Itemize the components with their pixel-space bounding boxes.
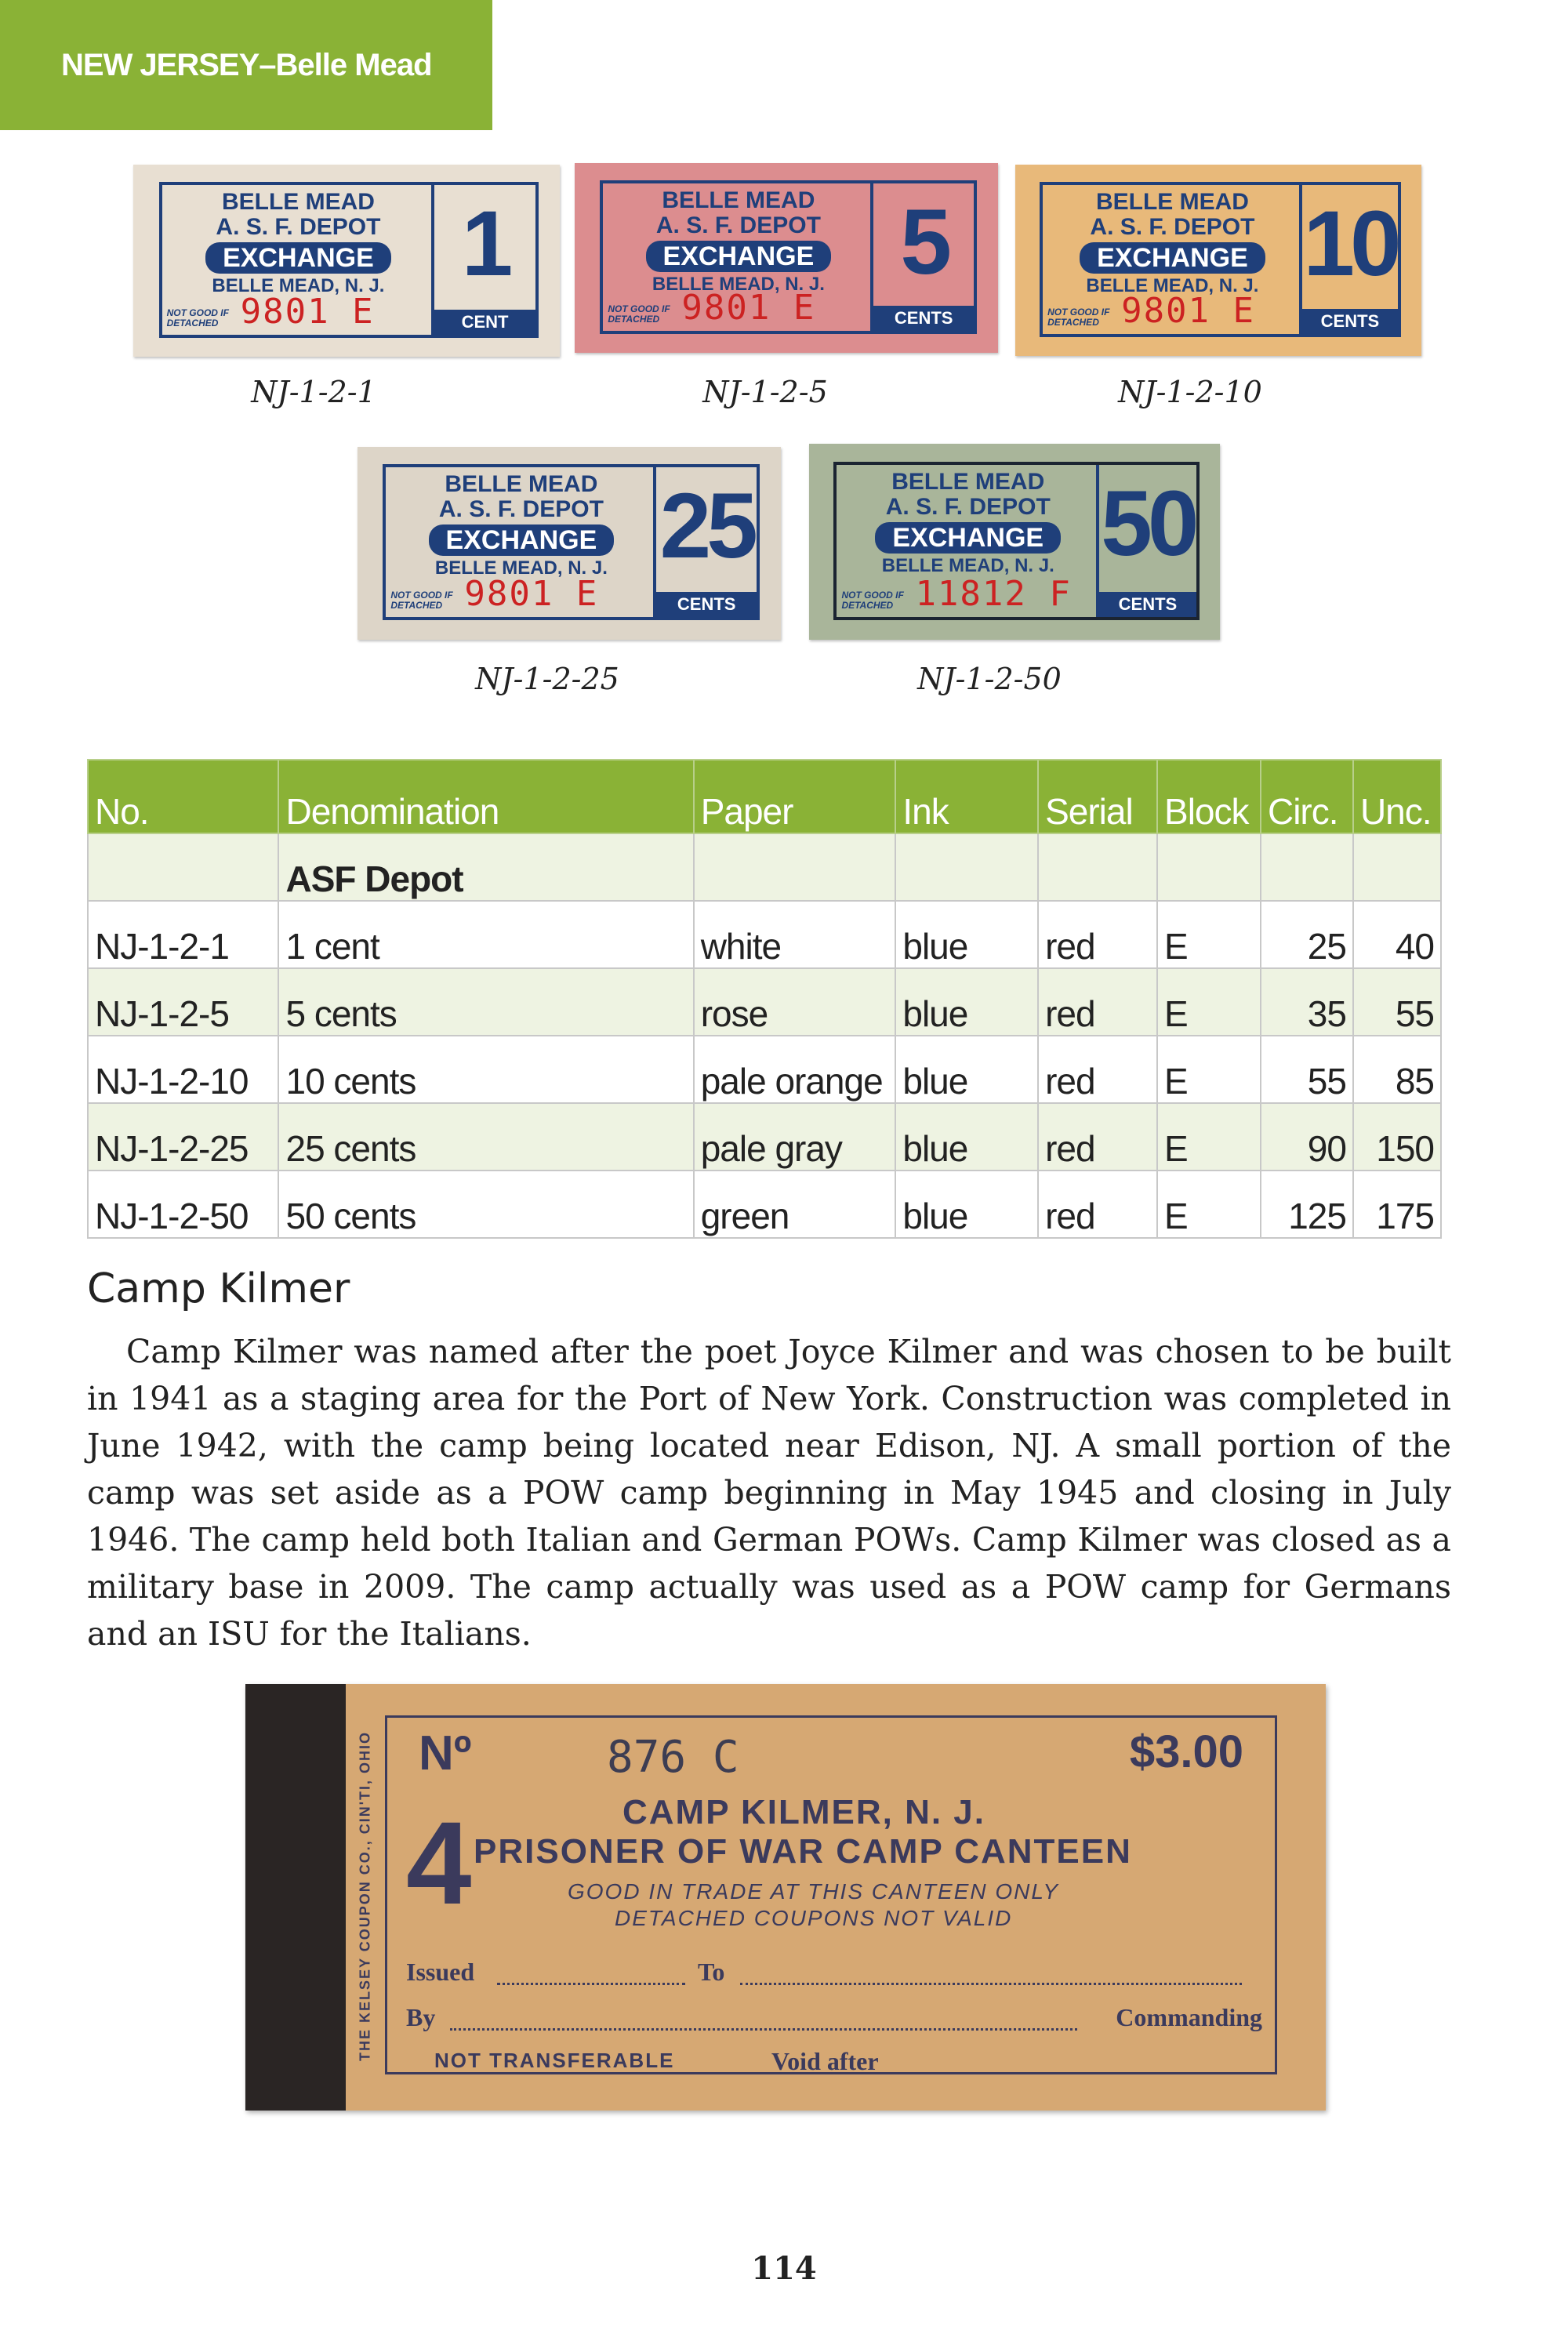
- token-unit: CENTS: [1099, 592, 1196, 617]
- coupon-frame: [385, 1715, 1277, 2074]
- cell-circ: 25: [1261, 901, 1353, 968]
- token-line1: BELLE MEAD: [221, 189, 375, 216]
- cell-serial: red: [1038, 1036, 1157, 1103]
- coupon-title-line1: CAMP KILMER, N. J.: [622, 1793, 986, 1831]
- cell-number: NJ-1-2-25: [88, 1103, 278, 1171]
- token-line3: BELLE MEAD, N. J.: [652, 273, 825, 295]
- cell-unc: 150: [1353, 1103, 1441, 1171]
- token-caption: NJ-1-2-5: [702, 375, 828, 409]
- token-exchange-banner: EXCHANGE: [1080, 242, 1265, 274]
- coupon-number-label: Nº: [419, 1726, 472, 1780]
- coupon-by-label: By: [406, 2003, 436, 2031]
- token-unit: CENTS: [873, 306, 974, 331]
- token-line1: BELLE MEAD: [891, 468, 1045, 495]
- column-header: No.: [88, 760, 278, 833]
- cell-block: E: [1157, 901, 1261, 968]
- cell-circ: 125: [1261, 1171, 1353, 1238]
- token-caption: NJ-1-2-25: [475, 662, 619, 696]
- cell-ink: blue: [895, 1103, 1038, 1171]
- cell-block: E: [1157, 1036, 1261, 1103]
- cell-paper: green: [694, 1171, 896, 1238]
- cell-denomination: 25 cents: [278, 1103, 693, 1171]
- token-unit: CENTS: [1302, 309, 1398, 334]
- page-number: 114: [751, 2250, 817, 2287]
- cell-circ: 55: [1261, 1036, 1353, 1103]
- cell-block: E: [1157, 1103, 1261, 1171]
- token-value: 1: [461, 192, 509, 296]
- cell-unc: 85: [1353, 1036, 1441, 1103]
- coupon-note-line2: DETACHED COUPONS NOT VALID: [615, 1906, 1013, 1930]
- token-line2: A. S. F. DEPOT: [655, 212, 821, 238]
- cell-number: NJ-1-2-10: [88, 1036, 278, 1103]
- table-row: [88, 1171, 1441, 1238]
- chapter-header-tab: NEW JERSEY–Belle Mead: [0, 0, 492, 130]
- cell-unc: 175: [1353, 1171, 1441, 1238]
- section-title: Camp Kilmer: [87, 1265, 350, 1312]
- token-line1: BELLE MEAD: [1095, 188, 1249, 215]
- token-line2: A. S. F. DEPOT: [1090, 213, 1255, 240]
- token-serial: 9801 E: [464, 574, 599, 615]
- token-image-25-cents: [358, 447, 781, 640]
- column-header: Serial: [1038, 760, 1157, 833]
- token-not-good-text: NOT GOOD IF DETACHED: [608, 303, 670, 325]
- cell-ink: blue: [895, 901, 1038, 968]
- token-serial: 9801 E: [681, 287, 816, 328]
- table-row: [88, 901, 1441, 968]
- pow-canteen-coupon-image: [245, 1684, 1326, 2111]
- token-line3: BELLE MEAD, N. J.: [881, 554, 1054, 576]
- table-header-row: [88, 760, 1441, 833]
- coupon-stub: [245, 1684, 346, 2111]
- token-line2: A. S. F. DEPOT: [438, 496, 604, 523]
- token-image-50-cents: [809, 444, 1220, 640]
- cell-number: NJ-1-2-5: [88, 968, 278, 1036]
- token-unit: CENT: [434, 310, 535, 335]
- cell-number: NJ-1-2-50: [88, 1171, 278, 1238]
- token-not-good-text: NOT GOOD IF DETACHED: [1047, 306, 1110, 328]
- section-label: ASF Depot: [278, 833, 693, 901]
- token-not-good-text: NOT GOOD IF DETACHED: [390, 590, 453, 612]
- token-caption: NJ-1-2-10: [1118, 375, 1262, 409]
- coupon-not-transferable: NOT TRANSFERABLE: [434, 2049, 675, 2072]
- token-not-good-text: NOT GOOD IF DETACHED: [166, 307, 229, 328]
- token-caption: NJ-1-2-50: [917, 662, 1062, 696]
- cell-ink: blue: [895, 1171, 1038, 1238]
- table-row: [88, 968, 1441, 1036]
- cell-serial: red: [1038, 901, 1157, 968]
- table-row: [88, 1103, 1441, 1171]
- cell-block: E: [1157, 1171, 1261, 1238]
- column-header: Circ.: [1261, 760, 1353, 833]
- token-line1: BELLE MEAD: [662, 187, 815, 213]
- cell-serial: red: [1038, 1103, 1157, 1171]
- cell-paper: pale gray: [694, 1103, 896, 1171]
- column-header: Block: [1157, 760, 1261, 833]
- cell-ink: blue: [895, 1036, 1038, 1103]
- cell-denomination: 50 cents: [278, 1171, 693, 1238]
- coupon-commanding-label: Commanding: [1116, 2003, 1262, 2031]
- cell-ink: blue: [895, 968, 1038, 1036]
- cell-paper: rose: [694, 968, 896, 1036]
- token-exchange-banner: EXCHANGE: [429, 524, 615, 556]
- cell-unc: 40: [1353, 901, 1441, 968]
- token-line2: A. S. F. DEPOT: [216, 214, 381, 241]
- coupon-price: $3.00: [1129, 1726, 1243, 1777]
- token-serial: 11812 F: [915, 574, 1072, 614]
- token-serial: 9801 E: [240, 291, 375, 332]
- coupon-issued-label: Issued: [406, 1958, 475, 1986]
- token-image-10-cents: [1015, 165, 1421, 356]
- token-exchange-banner: EXCHANGE: [205, 242, 391, 274]
- column-header: Paper: [694, 760, 896, 833]
- column-header: Ink: [895, 760, 1038, 833]
- token-exchange-banner: EXCHANGE: [646, 241, 832, 272]
- token-unit: CENTS: [656, 592, 757, 617]
- cell-paper: white: [694, 901, 896, 968]
- table-section-row: [88, 833, 1441, 901]
- token-value: 50: [1101, 471, 1195, 575]
- coupon-void-after-label: Void after: [771, 2047, 879, 2075]
- token-line3: BELLE MEAD, N. J.: [434, 557, 608, 579]
- coupon-printer-text: THE KELSEY COUPON CO., CIN'TI, OHIO: [357, 1731, 373, 2061]
- coupon-note-line1: GOOD IN TRADE AT THIS CANTEEN ONLY: [568, 1879, 1060, 1904]
- cell-denomination: 5 cents: [278, 968, 693, 1036]
- token-value: 5: [900, 190, 948, 294]
- cell-serial: red: [1038, 1171, 1157, 1238]
- body-paragraph: Camp Kilmer was named after the poet Joyce Kilmer and was chosen to be built in 1941 as a staging area for the Port of New York. Construction was completed in June 1942, with the camp being located near Edison, NJ. A small portion of the camp was set aside as a POW camp beginning in May 1945 and closing in July 1946. The camp held both Italian and German POWs. Camp Kilmer was closed as a military base in 2009. The camp actually was used as a POW camp for Germans and an ISU for the Italians.: [87, 1333, 1451, 1653]
- cell-circ: 90: [1261, 1103, 1353, 1171]
- token-value: 25: [659, 474, 753, 579]
- coupon-to-label: To: [698, 1958, 725, 1986]
- column-header: Denomination: [278, 760, 693, 833]
- cell-block: E: [1157, 968, 1261, 1036]
- cell-paper: pale orange: [694, 1036, 896, 1103]
- token-not-good-text: NOT GOOD IF DETACHED: [841, 590, 904, 611]
- token-image-1-cent: [133, 165, 560, 357]
- coupon-big-number: 4: [406, 1797, 472, 1929]
- token-exchange-banner: EXCHANGE: [875, 522, 1061, 554]
- token-line1: BELLE MEAD: [445, 471, 598, 498]
- cell-unc: 55: [1353, 968, 1441, 1036]
- token-line3: BELLE MEAD, N. J.: [212, 275, 385, 297]
- column-header: Unc.: [1353, 760, 1441, 833]
- cell-denomination: 10 cents: [278, 1036, 693, 1103]
- token-value: 10: [1303, 191, 1397, 296]
- token-line2: A. S. F. DEPOT: [885, 493, 1051, 520]
- cell-circ: 35: [1261, 968, 1353, 1036]
- token-serial: 9801 E: [1121, 290, 1256, 331]
- token-line3: BELLE MEAD, N. J.: [1086, 274, 1259, 296]
- coupon-number: 876 C: [607, 1732, 739, 1783]
- token-caption: NJ-1-2-1: [251, 375, 376, 409]
- price-table: [87, 759, 1442, 1239]
- cell-denomination: 1 cent: [278, 901, 693, 968]
- coupon-title-line2: PRISONER OF WAR CAMP CANTEEN: [474, 1832, 1132, 1871]
- token-image-5-cents: [575, 163, 998, 353]
- table-row: [88, 1036, 1441, 1103]
- cell-number: NJ-1-2-1: [88, 901, 278, 968]
- cell-serial: red: [1038, 968, 1157, 1036]
